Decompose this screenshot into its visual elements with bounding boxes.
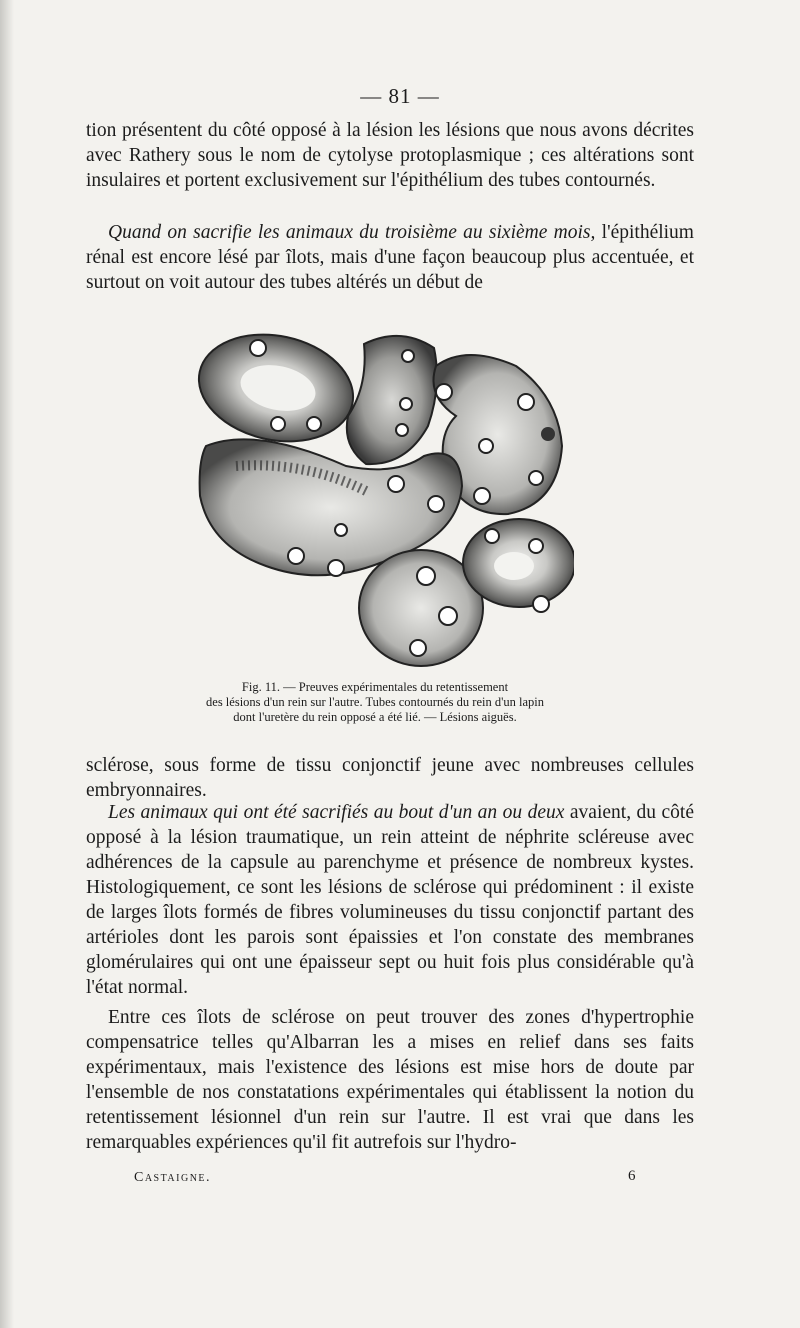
paragraph-4-text: avaient, du côté opposé à la lésion traumatique, un rein atteint de néphrite scléreuse avec adhérences de la capsule au parenchyme et présence de nombreux kystes. Histologiquement, ce sont les lésions de sclérose qui prédominent : il existe de larges îlots formés de fibres volumineuses du tissu conjonctif partant des artérioles dont les parois sont épaissies et l'on constate des membranes glomérulaires qui ont une épaisseur sept ou huit fois plus considérable qu'à l'état normal. [86, 802, 694, 998]
paragraph-4 [86, 800, 694, 1000]
figure-caption [140, 680, 610, 725]
caption-line-3: dont l'uretère du rein opposé a été lié. — Lésions aiguës. [233, 710, 517, 724]
paragraph-2-text: l'épithélium rénal est encore lésé par îlots, mais d'une façon beaucoup plus accentuée, et surtout on voit autour des tubes altérés un début de [86, 222, 694, 293]
paragraph-5: Entre ces îlots de sclérose on peut trouver des zones d'hypertrophie compensatrice telles qu'Albarran les a mises en relief dans ses faits expérimentaux, mais l'existence des lésions est mise hors de doute par l'ensemble de nos constatations expérimentales qui établissent la notion du retentissement lésionnel d'un rein sur l'autre. Il est vrai que dans les remarquables expériences qu'il fit autrefois sur l'hydro- [86, 1007, 694, 1153]
kidney-tubules-illustration [196, 326, 574, 676]
tubule-1 [196, 326, 363, 455]
paragraph-2-italic: Quand on sacrifie les animaux du troisième au sixième mois, [108, 222, 596, 243]
page-edge-shadow [0, 0, 14, 1328]
caption-line-1: Fig. 11. — Preuves expérimentales du retentissement [241, 680, 509, 694]
paragraph-3: sclérose, sous forme de tissu conjonctif jeune avec nombreuses cellules embryonnaires. [86, 755, 694, 801]
footer-author: Castaigne. [134, 1170, 212, 1185]
signature-mark: 6 [628, 1168, 636, 1184]
paragraph-1: tion présentent du côté opposé à la lésion les lésions que nous avons décrites avec Rathery sous le nom de cytolyse protoplasmique ; ces altérations sont insulaires et portent exclusivement sur l'épithélium des tubes contournés. [86, 120, 694, 191]
tubule-2 [347, 336, 437, 464]
paragraph-4-italic: Les animaux qui ont été sacrifiés au bout d'un an ou deux [108, 802, 565, 823]
caption-line-2: des lésions d'un rein sur l'autre. Tubes contournés du rein d'un lapin [206, 695, 544, 709]
paragraph-2 [86, 220, 694, 295]
histology-figure [196, 326, 574, 676]
page-number: — 81 — [360, 84, 440, 108]
